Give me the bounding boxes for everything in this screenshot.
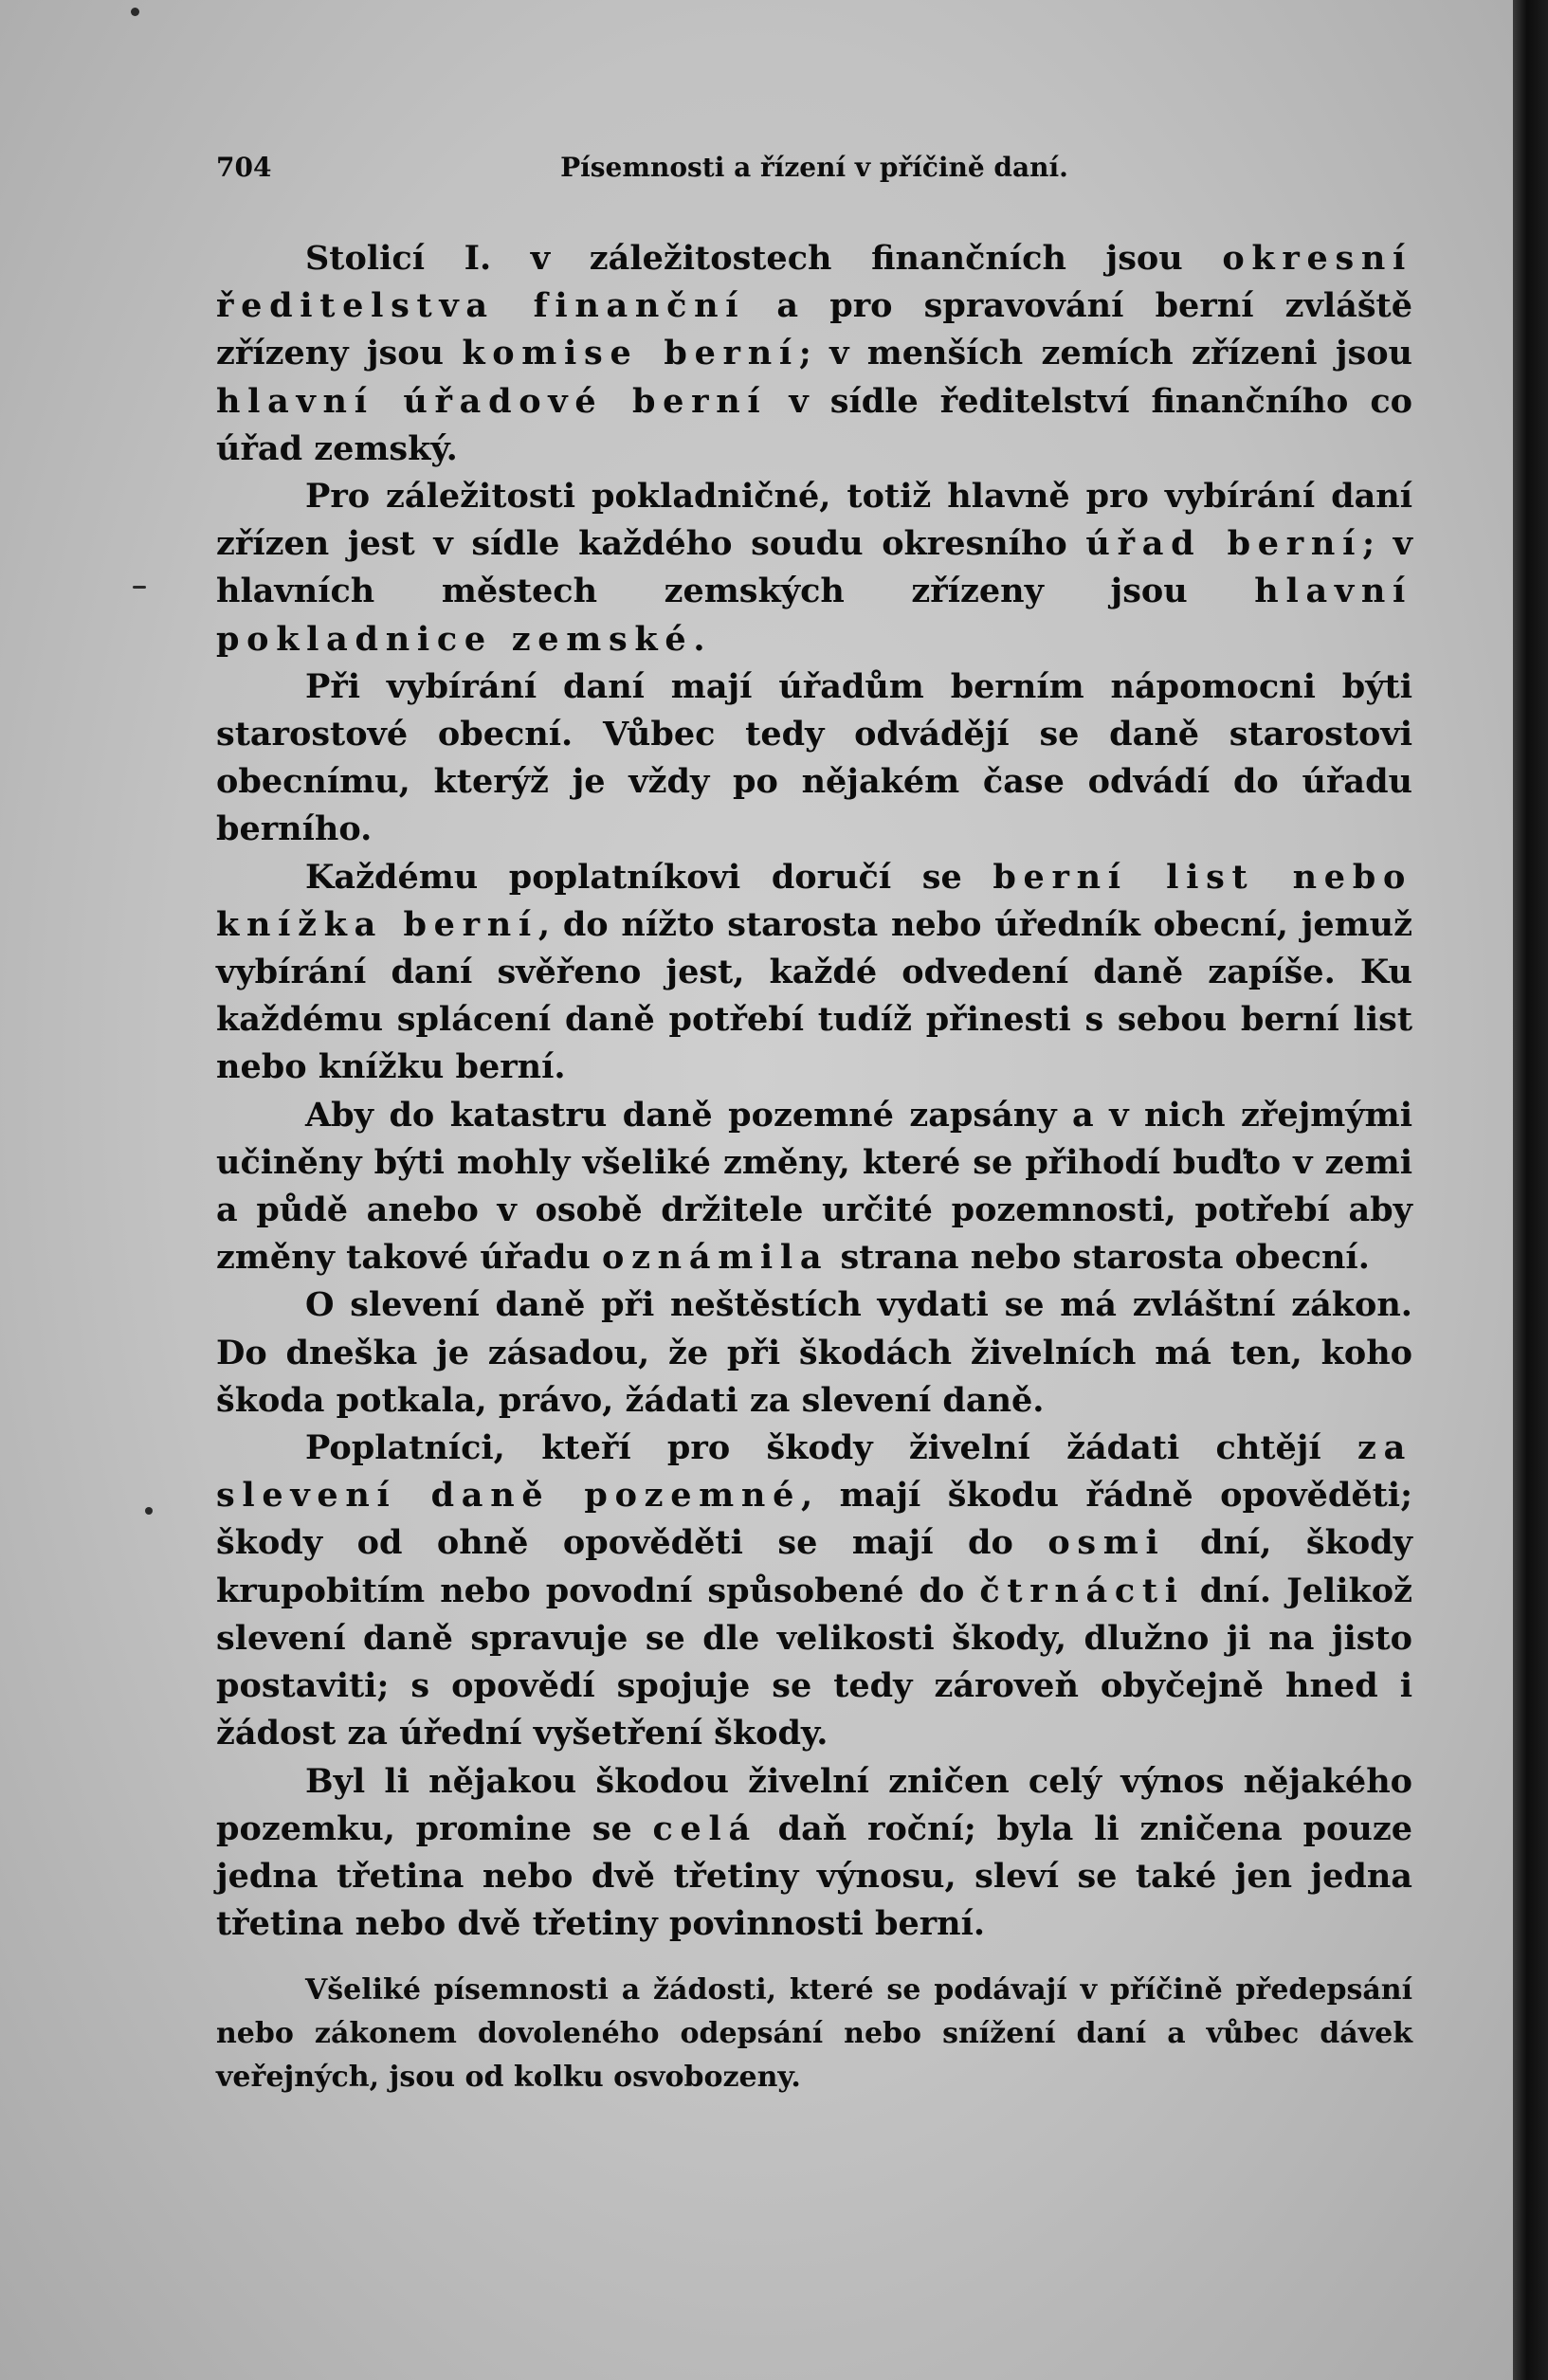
emphasized-text: čtrnácti [979, 1571, 1185, 1610]
text-run: Poplatníci, kteří pro škody živelní žádati chtějí [305, 1428, 1358, 1468]
text-run: v sídle ředitelství finančního co úřad zemský. [216, 381, 1412, 468]
emphasized-text: okresní ředitelstva finanční [216, 239, 1412, 326]
text-run: daň roční; byla li zničena pouze jedna třetina nebo dvě třetiny výnosu, sleví se také jen jedna třetina nebo dvě třetiny povinnosti berní. [216, 1808, 1412, 1944]
text-run: Byl li nějakou škodou živelní zničen celý výnos nějakého pozemku, promine se [216, 1761, 1412, 1848]
footnote [216, 1969, 1412, 2099]
text-run: Každému poplatníkovi doručí se [305, 857, 993, 897]
paragraph [216, 854, 1412, 1092]
paragraph [216, 1281, 1412, 1425]
text-run: Při vybírání daní mají úřadům berním nápomocni býti starostové obecní. Vůbec tedy odvádějí se daně starostovi obecnímu, kterýž je vždy po nějakém čase odvádí do úřadu berního. [216, 666, 1412, 849]
paragraph [216, 473, 1412, 663]
paragraph [216, 1425, 1412, 1757]
text-run: ; v menších zemích zřízeni jsou [798, 334, 1413, 373]
text-run: Stolicí I. v záležitostech finančních jsou [305, 239, 1223, 278]
running-title: Písemnosti a řízení v příčině daní. [560, 152, 1068, 183]
paper-speck [145, 1507, 153, 1515]
emphasized-text: hlavní úřadové berní [216, 381, 768, 421]
emphasized-text: úřad berní [1085, 524, 1363, 564]
text-run: a pro spravování berní zvláště zřízeny jsou [216, 286, 1412, 373]
text-block [216, 152, 1412, 2099]
text-run: O slevení daně při neštěstích vydati se má zvláštní zákon. Do dneška je zásadou, že při škodách živelních má ten, koho škoda potkala, právo, žádati za slevení daně. [216, 1285, 1412, 1420]
text-run: . [693, 619, 705, 659]
text-run: ; v hlavních městech zemských zřízeny jsou [216, 524, 1412, 611]
emphasized-text: za slevení daně pozemné [216, 1428, 1412, 1516]
paragraph [216, 235, 1412, 473]
book-spine [1513, 0, 1548, 2380]
emphasized-text: hlavní pokladnice zemské [216, 572, 1412, 659]
text-run: , mají škodu řádně opověděti; škody od ohně opověděti se mají do [216, 1476, 1413, 1563]
emphasized-text: celá [652, 1808, 757, 1848]
text-run: dní, škody krupobitím nebo povodní spůsobené do [216, 1523, 1412, 1610]
emphasized-text: osmi [1047, 1523, 1166, 1563]
paragraph [216, 1758, 1412, 1949]
text-run: Pro záležitosti pokladničné, totiž hlavně pro vybírání daní zřízen jest v sídle každého soudu okresního [216, 477, 1412, 564]
text-run: strana nebo starosta obecní. [829, 1238, 1370, 1278]
paragraph [216, 1092, 1412, 1282]
emphasized-text: oznámila [602, 1238, 829, 1278]
text-run: , do nížto starosta nebo úředník obecní, jemuž vybírání daní svěřeno jest, každé odvedení daně zapíše. Ku každému splácení daně potřebí tudíž přinesti s sebou berní list nebo knížku berní. [216, 904, 1413, 1087]
body-text [216, 235, 1412, 1948]
paragraph [216, 663, 1412, 854]
emphasized-text: berní list nebo knížka berní [216, 857, 1412, 944]
paper-speck [133, 586, 146, 589]
page-number: 704 [216, 152, 272, 183]
text-run: dní. Jelikož slevení daně spravuje se dle velikosti škody, dlužno ji na jisto postaviti; s opovědí spojuje se tedy zároveň obyčejně hned i žádost za úřední vyšetření škody. [216, 1571, 1412, 1753]
page-header [216, 152, 1412, 193]
paper-speck [131, 8, 139, 16]
text-run: Aby do katastru daně pozemné zapsány a v nich zřejmými učiněny býti mohly všeliké změny, které se přihodí buďto v zemi a půdě anebo v osobě držitele určité pozemnosti, potřebí aby změny takové úřadu [216, 1095, 1412, 1278]
footnote-paragraph: Všeliké písemnosti a žádosti, které se podávají v příčině předepsání nebo zákonem dovoleného odepsání nebo snížení daní a vůbec dávek veřejných, jsou od kolku osvobozeny. [216, 1973, 1412, 2095]
emphasized-text: komise berní [462, 334, 799, 373]
